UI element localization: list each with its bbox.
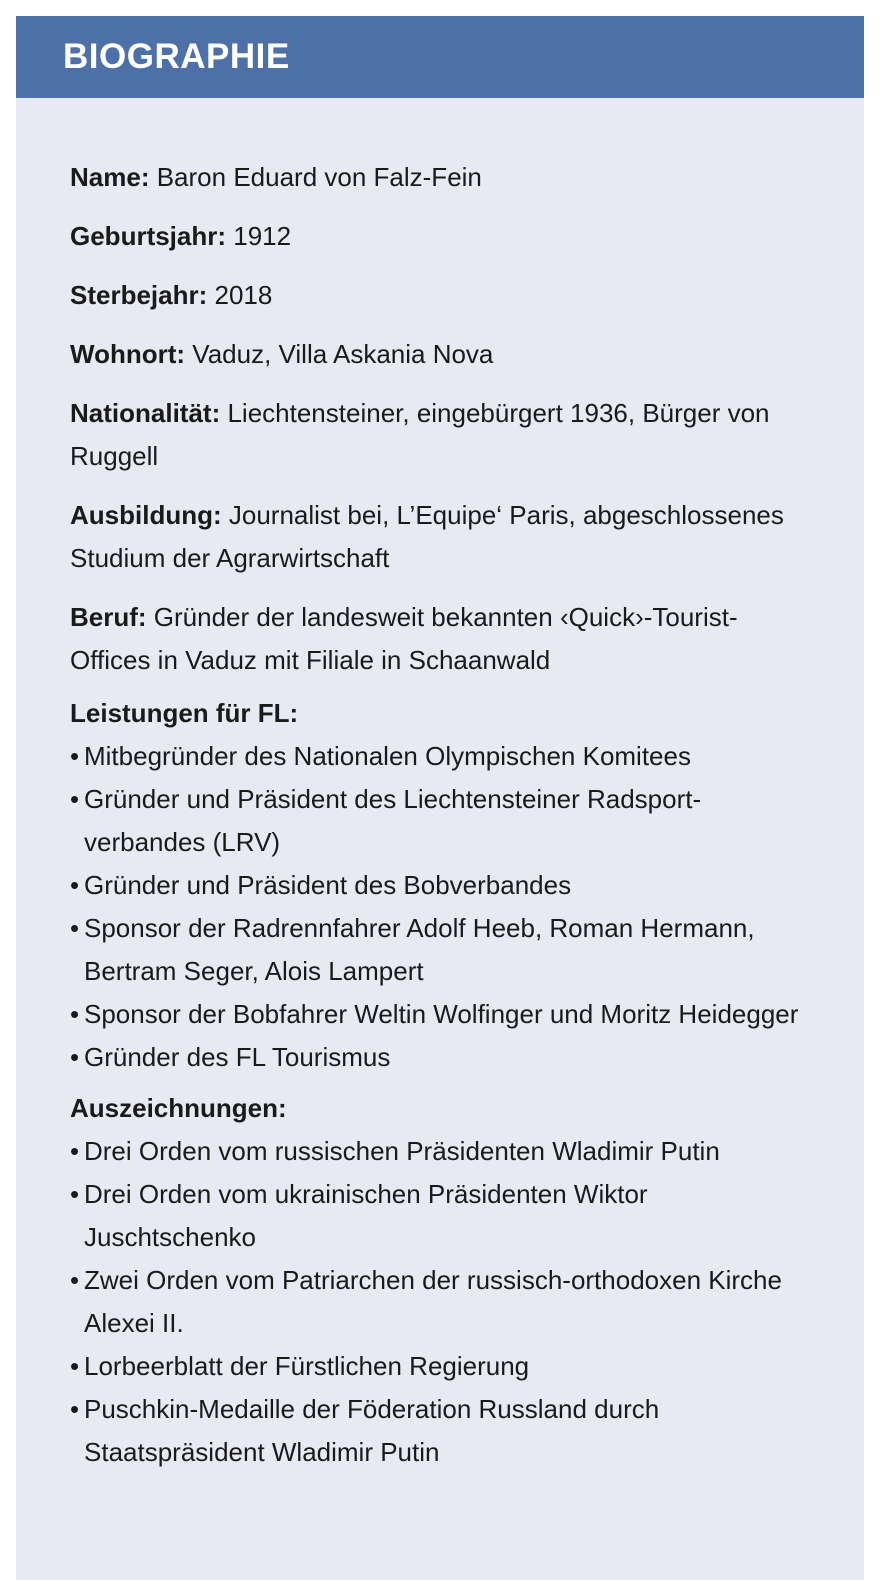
bullet-icon: •: [70, 1179, 80, 1209]
field-value: Vaduz, Villa Askania Nova: [192, 339, 494, 369]
section-title: BIOGRAPHIE: [63, 37, 290, 76]
bullet-icon: •: [70, 1265, 80, 1295]
field-ausbildung: [70, 494, 810, 580]
biography-content: [70, 156, 810, 1474]
list-item-text: Gründer und Präsident des Bobverbandes: [84, 870, 572, 900]
header-bar: [16, 16, 864, 98]
field-value: Baron Eduard von Falz-Fein: [156, 162, 482, 192]
field-label: Name:: [70, 162, 150, 192]
bullet-icon: •: [70, 870, 80, 900]
auszeichnungen-section: [70, 1087, 810, 1474]
field-sterbejahr: [70, 274, 810, 317]
bullet-icon: •: [70, 1351, 80, 1381]
bullet-icon: •: [70, 913, 80, 943]
list-item-text: Mitbegründer des Nationalen Olympischen Komitees: [84, 741, 691, 771]
list-item-text: Gründer und Präsident des Liechtensteiner Radsport-verbandes (LRV): [84, 784, 702, 857]
list-item: [70, 1173, 810, 1259]
bullet-icon: •: [70, 999, 80, 1029]
field-beruf: [70, 596, 810, 682]
list-item-text: Puschkin-Medaille der Föderation Russland durch Staatspräsident Wladimir Putin: [84, 1394, 660, 1467]
field-value: 1912: [233, 221, 292, 251]
leistungen-section: [70, 692, 810, 1079]
list-item-text: Gründer des FL Tourismus: [84, 1042, 391, 1072]
field-geburtsjahr: [70, 215, 810, 258]
bullet-icon: •: [70, 741, 80, 771]
list-item: [70, 1259, 810, 1345]
list-item-text: Lorbeerblatt der Fürstlichen Regierung: [84, 1351, 530, 1381]
bullet-icon: •: [70, 1394, 80, 1424]
list-item-text: Sponsor der Radrennfahrer Adolf Heeb, Roman Hermann, Bertram Seger, Alois Lampert: [84, 913, 755, 986]
list-item: [70, 1036, 810, 1079]
leistungen-list: [70, 735, 810, 1079]
field-value: 2018: [214, 280, 273, 310]
list-item: [70, 1388, 810, 1474]
list-item: [70, 993, 810, 1036]
field-label: Beruf:: [70, 602, 147, 632]
biography-box: [16, 16, 864, 1580]
auszeichnungen-heading: Auszeichnungen:: [70, 1093, 287, 1123]
list-item: [70, 1345, 810, 1388]
list-item-text: Sponsor der Bobfahrer Weltin Wolfinger und Moritz Heidegger: [84, 999, 799, 1029]
field-label: Geburtsjahr:: [70, 221, 227, 251]
list-item-text: Zwei Orden vom Patriarchen der russisch-orthodoxen Kirche Alexei II.: [84, 1265, 782, 1338]
field-wohnort: [70, 333, 810, 376]
field-value: Gründer der landesweit bekannten ‹Quick›-Tourist-Offices in Vaduz mit Filiale in Schaanwald: [70, 602, 738, 675]
bullet-icon: •: [70, 784, 80, 814]
bullet-icon: •: [70, 1042, 80, 1072]
list-item-text: Drei Orden vom russischen Präsidenten Wladimir Putin: [84, 1136, 720, 1166]
list-item: [70, 735, 810, 778]
list-item-text: Drei Orden vom ukrainischen Präsidenten Wiktor Juschtschenko: [84, 1179, 648, 1252]
field-name: [70, 156, 810, 199]
list-item: [70, 778, 810, 864]
list-item: [70, 907, 810, 993]
field-label: Ausbildung:: [70, 500, 222, 530]
leistungen-heading: Leistungen für FL:: [70, 698, 299, 728]
list-item: [70, 864, 810, 907]
auszeichnungen-list: [70, 1130, 810, 1474]
field-label: Sterbejahr:: [70, 280, 208, 310]
field-value: Journalist bei, L’Equipe‘ Paris, abgeschlossenes Studium der Agrarwirtschaft: [70, 500, 784, 573]
field-value: Liechtensteiner, eingebürgert 1936, Bürger von Ruggell: [70, 398, 770, 471]
bullet-icon: •: [70, 1136, 80, 1166]
field-label: Nationalität:: [70, 398, 221, 428]
field-label: Wohnort:: [70, 339, 186, 369]
field-nationalitaet: [70, 392, 810, 478]
list-item: [70, 1130, 810, 1173]
